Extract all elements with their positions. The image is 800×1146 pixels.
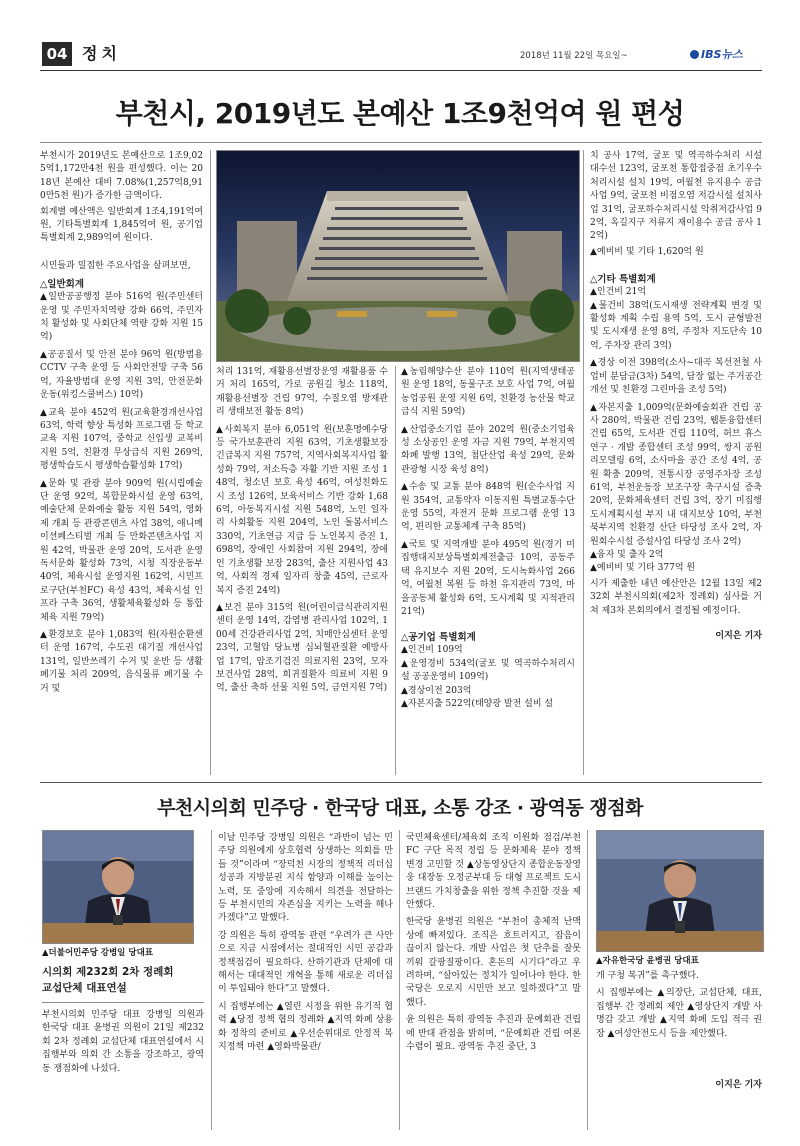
column-divider xyxy=(210,150,211,775)
city-hall-illustration xyxy=(217,151,579,361)
article1-paragraph: 치 공사 17억, 굴포 및 역곡하수처리 시설 대수선 123억, 굴포천 통합접중점 초기우수처리시설 설치 19억, 여월천 유지용수 공급사업 9억, 굴포천 비점오염 저감시설 설치사업 31억, 굴포하수처리시설 악취저감사업 92억, 옥길지구 저류지 재이용수 공급 공사 12억) xyxy=(590,151,762,242)
article1-paragraph: 처리 131억, 재활용선별장운영 재활용품 수거 처리 165억, 가로 공원길 청소 118억, 재활용선별장 건립 97억, 수질오염 방재관리 생태보전 활동 8억) xyxy=(216,367,388,418)
yoon-photo-caption: ▲자유한국당 윤병권 당대표 xyxy=(596,956,699,966)
column-divider xyxy=(211,830,212,1130)
ibs-logo xyxy=(690,46,743,62)
article2-headline: 부천시의회 민주당 · 한국당 대표, 소통 강조 · 광역동 쟁점화 xyxy=(157,797,643,819)
article2-paragraph: 시 집행부에는 ▲의장단, 교섭단체, 대표, 집행부 간 정례회 제안 ▲영상단지 개발 사명감 갖고 개발 ▲지역 화폐 도입 적극 권장 ▲여성안전도시 등을 제안했다. xyxy=(596,988,762,1039)
article1-paragraph: 시가 제출한 내년 예산안은 12월 13일 제232회 부천시의회(제2차 정례회) 심사를 거쳐 제3차 본회의에서 결정될 예정이다. xyxy=(590,578,762,616)
logo-mark-icon xyxy=(690,50,699,59)
article2-lead: 부천시의회 민주당 대표 강병일 의원과 한국당 대표 윤병권 의원이 21일 제232회 2차 정례회 교섭단체 대표연설에서 시 집행부와 의회 간 소통을 강조하고, 광역동 쟁점화에 나섰다. xyxy=(42,1010,204,1074)
issue-date: 2018년 11월 22일 목요일~ xyxy=(520,51,628,61)
article1-paragraph: ▲사회복지 분야 6,051억 원(보훈명예수당 등 국가보훈관리 지원 63억, 기초생활보장 긴급복지 지원 757억, 지역사회복지사업 활성화 79억, 저소득층 자활 기반 지원 조성 148억, 청소년 보호 육성 46억, 여성친화도시 조성 126억, 보육서비스 기반 강화 1,686억, 아동복지시설 지원 548억, 노인 일자리 사회활동 지원 204억, 노인 돌봄서비스 330억, 기초연금 지급 등 노인복지 증진 1,698억, 장애인 사회참여 지원 294억, 장애인 기초생활 보장 283억, 출산 지원사업 43억, 사회적 경제 일자리 창출 45억, 근로자복지 증진 24억) xyxy=(216,424,388,596)
header-rule xyxy=(40,70,762,71)
article1-paragraph: ▲경상이전 203억 xyxy=(401,685,472,696)
article1-paragraph: ▲융자 및 출자 2억 xyxy=(590,549,664,560)
article1-column-4 xyxy=(590,150,762,641)
article2-paragraph: 윤 의원은 특히 광역동 추진과 문예회관 건립에 반대 관점을 밝히며, “문예회관 건립 여론 수렴이 필요. 광역동 추진 중단, 3 xyxy=(406,1015,581,1053)
article1-paragraph: ▲교육 분야 452억 원(교육환경개선사업 63억, 학력 향상 특성화 프로그램 등 학교 교육 지원 107억, 중학교 신입생 교복비 지원 5억, 친환경 무상급식 지원 269억, 평생학습도시 평생학습활성화 17억) xyxy=(40,407,203,472)
article1-column-1 xyxy=(40,150,203,696)
headline-rule xyxy=(40,142,762,143)
article1-paragraph: ▲자본지출 1,009억(문화예술회관 건립 공사 280억, 박물관 건립 23억, 웹툰융합센터 건립 65억, 도서관 건립 110억, 허브 휴스 연구 · 개발 종합센터 조성 99억, 쌍지 공원 리모델링 6억, 소사마을 공간 조성 4억, 공원 확충 209억, 전통시장 공영주차장 조성 61억, 부천운동장 보조구장 축구시설 증축 20억, 문화체육센터 건립 3억, 장기 미집행도시계획시설 부지 내 대지보상 10억, 부천 북부지역 친환경 산단 타당성 조사 2억, 자원회수시설 증설사업 타당성 조사 2억) xyxy=(590,402,762,547)
article1-paragraph: ▲예비비 및 기타 1,620억 원 xyxy=(590,246,704,257)
speaker-illustration xyxy=(43,831,193,943)
article1-paragraph: ▲농림해양수산 분야 110억 원(지역생태공원 운영 18억, 동물구조 보호 사업 7억, 여월농업공원 운영 지원 6억, 친환경 농산물 학교급식 지원 59억) xyxy=(401,367,575,418)
article1-paragraph: ▲운영경비 534억(굴포 및 역곡하수처리시설 공공운영비 109억) xyxy=(401,658,575,683)
article1-paragraph: 시민들과 밀접한 주요사업을 살펴보면, xyxy=(40,260,191,271)
article2-right-column xyxy=(596,970,762,1090)
left-title-rule xyxy=(42,1002,204,1003)
column-divider xyxy=(395,366,396,775)
article2-column-3 xyxy=(406,832,581,1055)
article1-paragraph: ▲보건 분야 315억 원(어린이급식관리지원센터 운영 14억, 감염병 관리사업 102억, 100세 건강관리사업 2억, 치매안심센터 운영 23억, 고혈압 당뇨병 심뇌혈관질환 예방사업 17억, 암조기검진 의료지원 23억, 모자보건사업 28억, 희귀질환자 의료비 지원 9억, 출산 축하 선물 지원 5억, 금연지원 7억) xyxy=(216,602,388,694)
column-divider xyxy=(399,830,400,1130)
subheading-general-account: △일반회계 xyxy=(40,279,85,291)
article1-paragraph: ▲환경보호 분야 1,083억 원(자원순환센터 운영 167억, 수도권 대기질 개선사업 131억, 일반쓰레기 수거 및 운반 등 생활폐기물 처리 209억, 음식물류 폐기물 수거 및 xyxy=(40,630,203,694)
article1-paragraph: ▲경상 이전 398억(소사~대곡 복선전철 사업비 분담금(3차) 54억, 담장 없는 주거공간 개선 및 친환경 그린마을 조성 5억) xyxy=(590,358,762,396)
article1-paragraph: 회계별 예산액은 일반회계 1조4,191억여 원, 기타특별회계 1,845억여 원, 공기업 특별회계 2,989억여 원이다. xyxy=(40,206,203,244)
city-hall-photo xyxy=(216,150,580,362)
article1-column-2 xyxy=(216,366,388,696)
article2-paragraph: 이날 민주당 강병일 의원은 “과반이 넘는 민주당 의원에게 상호협력 상생하는 의회를 만들 것”이라며 “장덕천 시장의 정책적 리더십 성공과 지방분권 지식 함양과 이해를 높이는 노력, 또 중앙에 지속해서 의견을 전달하는 등 부천시민의 자존심을 지키는 노력을 해나가겠다”고 말했다. xyxy=(218,833,393,924)
article1-column-3 xyxy=(401,366,575,711)
column-divider xyxy=(587,830,588,1130)
section-name: 정치 xyxy=(82,44,121,63)
article2-paragraph: 한국당 윤병권 의원은 “부천이 총체적 난맥상에 빠져있다. 조직은 흐트러지고, 잡음이 끊이지 않는다. 개발 사업은 첫 단추를 잘못 끼워 갈팡질팡이다. 혼돈의 시기다”라고 우려하며, “살아있는 정치가 일어나야 한다. 한국당은 오로지 시민만 보고 일하겠다”고 말했다. xyxy=(406,917,581,1008)
article1-paragraph: ▲인건비 109억 xyxy=(401,645,463,656)
article1-headline: 부천시, 2019년도 본예산 1조9천억여 원 편성 xyxy=(115,97,685,130)
article2-paragraph: 개 구청 복귀”를 촉구했다. xyxy=(596,971,699,981)
article1-paragraph: ▲인건비 21억 xyxy=(590,287,647,298)
subheading-public-enterprise: △공기업 특별회계 xyxy=(401,632,476,644)
logo-text: IBS뉴스 xyxy=(701,48,743,61)
article2-left-column xyxy=(42,964,204,1076)
article1-paragraph: ▲산업중소기업 분야 202억 원(중소기업육성 소상공인 운영 자금 지원 79억, 부천지역 화폐 발행 13억, 첨단산업 육성 29억, 문화관광형 시장 육성 8억) xyxy=(401,424,575,475)
column-divider xyxy=(583,150,584,775)
article1-paragraph: ▲예비비 및 기타 377억 원 xyxy=(590,563,696,574)
article1-paragraph: ▲공공질서 및 안전 분야 96억 원(방범용 CCTV 구축 운영 등 사회안전망 구축 56억, 자율방범대 운영 지원 3억, 안전문화운동(위킹스쿨버스) 10억) xyxy=(40,349,203,401)
article1-paragraph: ▲문화 및 관광 분야 909억 원(시립예술단 운영 92억, 복합문화시설 운영 63억, 예술단체 문화예술 활동 지원 54억, 영화제 개최 등 관광콘텐츠 사업 38억, 애니메이션페스티벌 개최 등 만화콘텐츠사업 지원 42억, 박물관 운영 20억, 도서관 운영 독서문화 활성화 73억, 시청 직장운동부 40억, 체육시설 운영지원 162억, 시민프로구단(부천FC) 육성 43억, 체육시설 인프라 구축 36억, 생활체육활성화 등 통합체육 지원 79억) xyxy=(40,478,203,623)
subheading-other-special: △기타 특별회계 xyxy=(590,274,656,286)
article1-paragraph: ▲일반공공행정 분야 516억 원(주민센터 운영 및 주민자치역량 강화 66억, 주민자치 활성화 및 사회단체 역량 강화 지원 15억) xyxy=(40,292,203,343)
section-number: 04 xyxy=(42,42,72,66)
kang-byeongil-photo xyxy=(42,830,194,944)
article1-paragraph: ▲수송 및 교통 분야 848억 원(순수사업 지원 354억, 교통약자 이동지원 특별교통수단 운영 55억, 자전거 문화 프로그램 운영 13억, 편리한 교통체계 구축 85억) xyxy=(401,482,575,533)
article2-paragraph: 시 집행부에는 ▲열린 시정을 위한 유기적 협력 ▲당정 정책 협의 정례화 ▲지역 화폐 상용화 정착의 준비로 ▲우선순위대로 안정적 복지정책 마련 ▲영화박물관/ xyxy=(218,1001,393,1053)
article1-reporter: 이지은 기자 xyxy=(715,631,762,641)
article-divider xyxy=(40,782,762,783)
article1-intro: 부천시가 2019년도 본예산으로 1조9,025억1,172만4천 원을 편성했다. 이는 2018년 본예산 대비 7.08%(1,257억8,910만5천 원)가 증가한 금액이다. xyxy=(40,151,203,202)
session-subtitle: 교섭단체 대표연설 xyxy=(42,982,127,994)
speaker-illustration xyxy=(597,831,763,951)
kang-photo-caption: ▲더불어민주당 강병일 당대표 xyxy=(42,948,153,958)
article1-paragraph: ▲물건비 38억(도시재생 전략계획 변경 및 활성화 계획 수립 용역 5억, 도시 균형발전 및 도시재생 운영 8억, 주정차 지도단속 10억, 주차장 관리 3억) xyxy=(590,300,762,351)
article2-column-2 xyxy=(218,832,393,1055)
article2-reporter: 이지은 기자 xyxy=(715,1080,762,1091)
article2-paragraph: 국민체육센터/체육회 조직 이원화 점검/부천 FC 구단 목적 정립 등 문화체육 분야 정책 변경 고민할 것 ▲상동영상단지 종합운동장영웅 대장동 오정군부대 등 대형 프로젝트 도시브랜드 가치창출을 위한 정책 추진할 것을 제안했다. xyxy=(406,833,581,911)
article2-paragraph: 강 의원은 특히 광역동 관련 “우려가 큰 사안으로 지금 시점에서는 절대적인 시민 공감과 정책점검이 필요하다. 산하기관과 단체에 대해서는 대대적인 개혁을 통해 새로운 리더십이 투입돼야 한다”고 말했다. xyxy=(218,930,393,995)
session-title: 시의회 제232회 2차 정례회 xyxy=(42,966,174,978)
article1-paragraph: ▲국토 및 지역개발 분야 495억 원(경기 미집행대지보상특별회계전출금 10억, 공동주택 유지보수 지원 20억, 도시녹화사업 266억, 여월천 복원 등 하천 유지관리 73억, 마을공동체 활성화 6억, 도시계획 및 지적관리 21억) xyxy=(401,539,575,617)
article1-paragraph: ▲자본지출 522억(태양광 발전 설비 설 xyxy=(401,698,554,709)
yoon-byeonggwon-photo xyxy=(596,830,764,952)
